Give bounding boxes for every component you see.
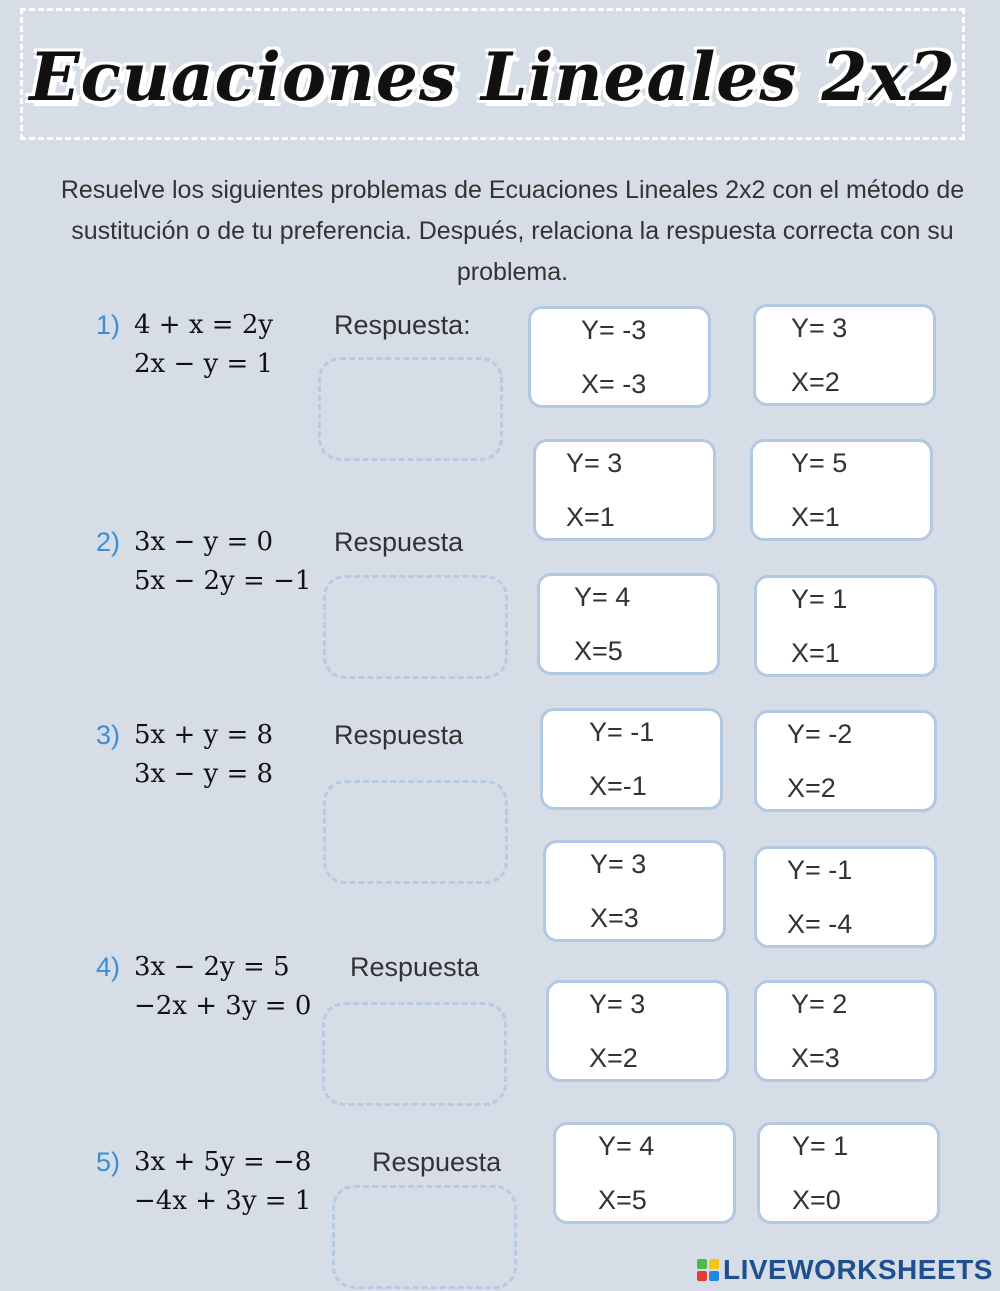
equation-2: 5x − 2y = −1 <box>134 566 312 596</box>
equation-2: 3x − y = 8 <box>134 759 274 789</box>
logo-square <box>697 1271 707 1281</box>
answer-card[interactable] <box>553 1122 736 1224</box>
logo-square <box>709 1271 719 1281</box>
answer-card[interactable] <box>537 573 720 675</box>
equation-1: 3x + 5y = −8 <box>134 1147 312 1177</box>
answer-y: Y= 5 <box>791 448 848 478</box>
problem-number: 5) <box>96 1147 121 1177</box>
answer-card[interactable] <box>543 840 726 942</box>
answer-drop-zone-1[interactable] <box>318 357 503 461</box>
equation-1: 4 + x = 2y <box>134 310 274 340</box>
answer-y: Y= 2 <box>791 989 848 1019</box>
answer-y: Y= -2 <box>787 719 853 749</box>
problem-number: 3) <box>96 720 121 750</box>
problem-number: 2) <box>96 527 121 557</box>
equation-1: 3x − 2y = 5 <box>134 952 290 982</box>
answer-drop-zone-2[interactable] <box>323 575 508 679</box>
answer-drop-zone-4[interactable] <box>322 1002 507 1106</box>
problem-number: 4) <box>96 952 121 982</box>
answer-x: X=5 <box>574 636 623 666</box>
answer-label: Respuesta <box>372 1147 502 1177</box>
answer-card[interactable] <box>754 710 937 812</box>
answer-y: Y= -1 <box>589 717 655 747</box>
page-title: Ecuaciones Lineales 2x2 <box>29 38 956 116</box>
answer-card[interactable] <box>546 980 729 1082</box>
answer-y: Y= 3 <box>589 989 646 1019</box>
equation-1: 3x − y = 0 <box>134 527 274 557</box>
answer-x: X=5 <box>598 1185 647 1215</box>
answer-x: X=1 <box>791 638 840 668</box>
answer-card[interactable] <box>753 304 936 406</box>
answer-x: X= -4 <box>787 909 853 939</box>
answer-x: X=3 <box>590 903 639 933</box>
answer-x: X=1 <box>791 502 840 532</box>
equation-2: −2x + 3y = 0 <box>134 991 312 1021</box>
problem-number: 1) <box>96 310 121 340</box>
equation-2: −4x + 3y = 1 <box>134 1186 312 1216</box>
answer-label: Respuesta <box>334 527 464 557</box>
answer-y: Y= 3 <box>791 313 848 343</box>
answer-card[interactable] <box>528 306 711 408</box>
answer-x: X=2 <box>787 773 836 803</box>
answer-x: X=2 <box>589 1043 638 1073</box>
answer-y: Y= 3 <box>566 448 623 478</box>
logo-square <box>709 1259 719 1269</box>
equation-2: 2x − y = 1 <box>134 349 274 379</box>
instructions-text: Resuelve los siguientes problemas de Ecuaciones Lineales 2x2 con el método de sustitución o de tu preferencia. Después, relaciona la respuesta correcta con su problema. <box>60 176 965 286</box>
answer-y: Y= 4 <box>598 1131 655 1161</box>
answer-label: Respuesta <box>334 720 464 750</box>
answer-card[interactable] <box>533 439 716 541</box>
answer-x: X=0 <box>792 1185 841 1215</box>
answer-drop-zone-5[interactable] <box>332 1185 517 1289</box>
equation-1: 5x + y = 8 <box>134 720 274 750</box>
logo-mark-icon <box>697 1259 719 1281</box>
answer-x: X=3 <box>791 1043 840 1073</box>
answer-y: Y= 3 <box>590 849 647 879</box>
title-frame <box>20 8 965 140</box>
answer-x: X= -3 <box>581 369 647 399</box>
answer-y: Y= 1 <box>791 584 848 614</box>
answer-y: Y= -1 <box>787 855 853 885</box>
answer-card[interactable] <box>750 439 933 541</box>
logo-text: LIVEWORKSHEETS <box>723 1254 993 1285</box>
answer-drop-zone-3[interactable] <box>323 780 508 884</box>
answer-card[interactable] <box>540 708 723 810</box>
answer-x: X=1 <box>566 502 615 532</box>
answer-card[interactable] <box>757 1122 940 1224</box>
answer-y: Y= 1 <box>792 1131 849 1161</box>
answer-label: Respuesta <box>350 952 480 982</box>
answer-x: X=-1 <box>589 771 647 801</box>
answer-y: Y= 4 <box>574 582 631 612</box>
answer-card[interactable] <box>754 575 937 677</box>
answer-y: Y= -3 <box>581 315 647 345</box>
answer-card[interactable] <box>754 980 937 1082</box>
logo-square <box>697 1259 707 1269</box>
answer-x: X=2 <box>791 367 840 397</box>
answer-label: Respuesta: <box>334 310 471 340</box>
liveworksheets-logo <box>697 1253 993 1287</box>
answer-card[interactable] <box>754 846 937 948</box>
